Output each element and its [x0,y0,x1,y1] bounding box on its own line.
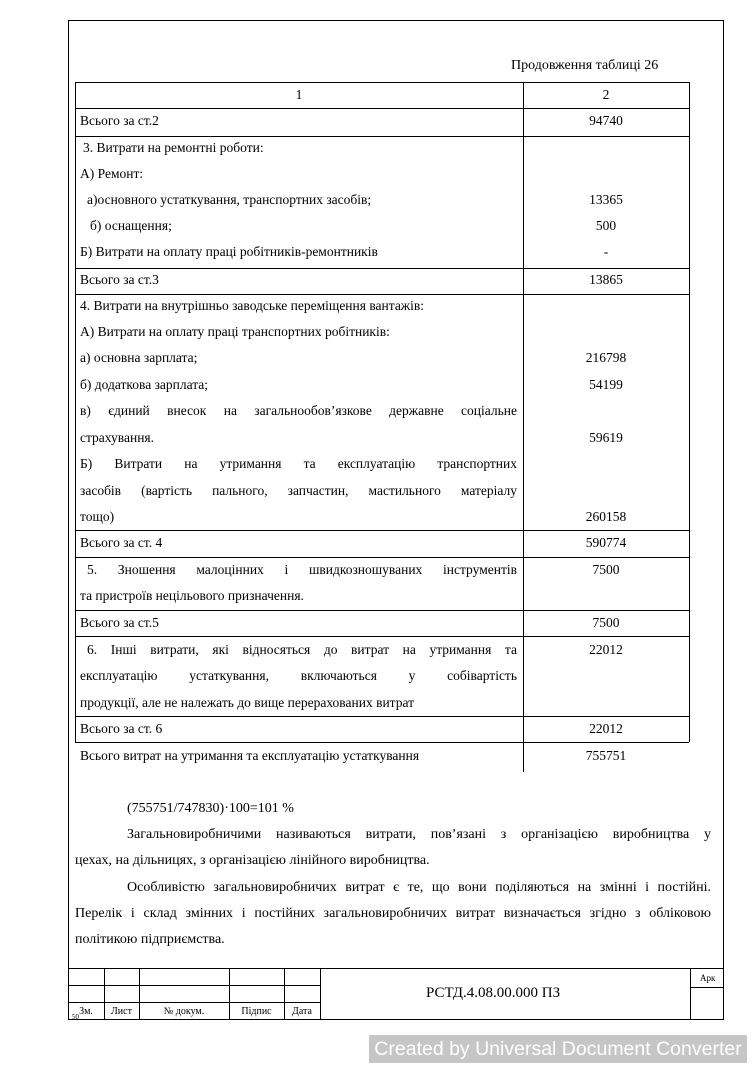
total-st5-label: Всього за ст.5 [80,615,159,630]
total-st6-label: Всього за ст. 6 [80,721,163,736]
total-st3-label: Всього за ст.3 [80,272,159,287]
stamp-line [690,968,691,1020]
section6-line2: експлуатацію устаткування, включаються у собівартість [80,668,517,683]
section4-transport-labor: А) Витрати на оплату праці транспортних робітників: [80,324,390,339]
stamp-sheet-label: Лист [111,1006,132,1017]
table-line [75,136,689,137]
section3-labor-value: - [603,244,609,259]
total-st5-value: 7500 [592,615,620,630]
table-line [75,636,689,637]
section6-line1: 6. Інші витрати, які відносяться до витрат на утримання та [87,642,517,657]
section4-social-tax-line1: в) єдиний внесок на загальнообов’язкове державне соціальне [80,403,517,418]
section3-title: 3. Витрати на ремонтні роботи: [83,140,264,155]
section3-equipment-value: 13365 [589,192,623,207]
section3-repair: А) Ремонт: [80,166,144,181]
table-line [75,82,689,83]
paragraph2-line2: Перелік і склад змінних і постійних загальновиробничих витрат визначається згідно з обліковою [75,906,711,921]
section3-equipment-label: а)основного устаткування, транспортних засобів; [87,192,372,207]
paragraph2-line3: політикою підприємства. [75,932,225,947]
page-number: 50 [72,1013,79,1021]
table-header-col1: 1 [295,87,303,102]
paragraph1-line1: Загальновиробничими називаються витрати, пов’язані з організацією виробництва у [127,827,711,842]
watermark-banner: Created by Universal Document Converter [369,1035,747,1063]
table-line [75,742,689,743]
stamp-line [690,987,724,988]
table-line [75,294,689,295]
paragraph2-line1: Особливістю загальновиробничих витрат є те, що вони поділяються на змінні і постійні. [127,880,711,895]
section4-social-tax-value: 59619 [589,430,623,445]
section3-tooling-value: 500 [595,218,617,233]
table-line [75,610,689,611]
section5-line2: та пристроїв нецільового призначення. [80,588,304,603]
table-line [75,716,689,717]
stamp-line [320,968,321,1020]
stamp-line [68,985,320,986]
section4-vehicle-costs-value: 260158 [585,509,627,524]
table-header-col2: 2 [602,87,610,102]
section6-value: 22012 [589,642,623,657]
document-code: РСТД.4.08.00.000 ПЗ [426,985,561,1001]
section4-title: 4. Витрати на внутрішньо заводське переміщення вантажів: [80,298,425,313]
stamp-doc-number-label: № докум. [163,1006,205,1017]
formula: (755751/747830)·100=101 % [127,801,294,816]
table-column-divider [523,82,524,772]
section4-vehicle-costs-line3: тощо) [80,509,115,524]
section6-line3: продукції, але не належать до вище перерахованих витрат [80,695,415,710]
section4-extra-salary-value: 54199 [589,377,623,392]
total-st2-label: Всього за ст.2 [80,113,159,128]
section4-vehicle-costs-line2: засобів (вартість пального, запчастин, мастильного матеріалу [80,483,517,498]
section5-value: 7500 [592,562,620,577]
grand-total-value: 755751 [585,748,627,763]
total-st6-value: 22012 [589,721,623,736]
section4-basic-salary-value: 216798 [585,350,627,365]
section4-extra-salary-label: б) додаткова зарплата; [80,377,209,392]
section4-social-tax-line2: страхування. [80,430,155,445]
stamp-change-label: Зм. [79,1006,93,1017]
stamp-signature-label: Підпис [241,1006,272,1017]
grand-total-label: Всього витрат на утримання та експлуатацію устаткування [80,748,420,763]
stamp-date-label: Дата [292,1006,312,1017]
table-border-left [75,82,76,742]
paragraph1-line2: цехах, на дільницях, з організацією лінійного виробництва. [75,853,430,868]
section3-tooling-label: б) оснащення; [90,218,172,233]
total-st4-value: 590774 [585,535,627,550]
table-border-right [689,82,690,742]
sheet-label: Арк [700,973,716,983]
total-st4-label: Всього за ст. 4 [80,535,163,550]
table-line [75,268,689,269]
section4-basic-salary-label: а) основна зарплата; [80,350,198,365]
table-line [75,108,689,109]
table-line [75,530,689,531]
table-caption: Продовження таблиці 26 [511,58,659,73]
section5-line1: 5. Зношення малоцінних і швидкозношуваних інструментів [87,562,517,577]
section4-vehicle-costs-line1: Б) Витрати на утримання та експлуатацію транспортних [80,456,517,471]
section3-labor-label: Б) Витрати на оплату праці робітників-ремонтників [80,244,378,259]
table-line [75,557,689,558]
stamp-line [68,1002,320,1003]
total-st2-value: 94740 [589,113,623,128]
total-st3-value: 13865 [589,272,623,287]
